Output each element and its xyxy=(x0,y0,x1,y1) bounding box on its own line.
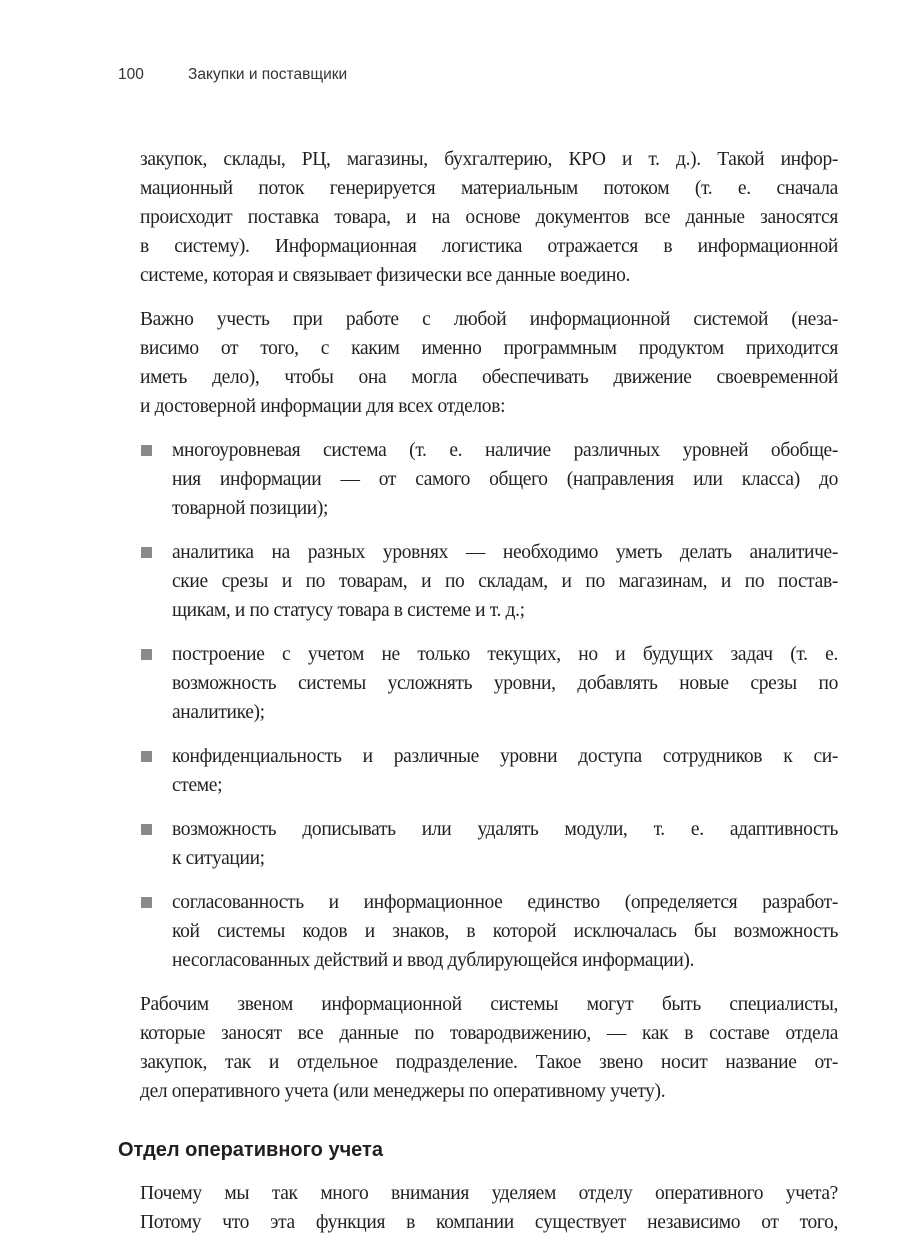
text-line: Рабочим звеном информационной системы могут быть специалисты, xyxy=(140,994,838,1015)
square-bullet-icon xyxy=(141,445,152,456)
text-line: ские срезы и по товарам, и по складам, и по магазинам, и по постав- xyxy=(172,571,838,592)
square-bullet-icon xyxy=(141,897,152,908)
square-bullet-icon xyxy=(141,547,152,558)
chapter-title: Закупки и поставщики xyxy=(188,66,348,83)
square-bullet-icon xyxy=(141,649,152,660)
paragraph xyxy=(140,145,838,290)
bullet-item xyxy=(140,436,838,523)
text-line: щикам, и по статусу товара в системе и т. д.; xyxy=(172,600,525,621)
text-line: кой системы кодов и знаков, в которой исключалась бы возможность xyxy=(172,921,838,942)
bullet-item xyxy=(140,815,838,873)
square-bullet-icon xyxy=(141,751,152,762)
text-line: стеме; xyxy=(172,775,223,796)
paragraph xyxy=(140,990,838,1106)
paragraph xyxy=(140,1179,838,1237)
paragraph xyxy=(140,305,838,421)
text-line: Важно учесть при работе с любой информационной системой (неза- xyxy=(140,309,838,330)
text-line: ния информации — от самого общего (направления или класса) до xyxy=(172,469,838,490)
text-line: иметь дело), чтобы она могла обеспечивать движение своевременной xyxy=(140,367,838,388)
text-line: в систему). Информационная логистика отражается в информационной xyxy=(140,236,838,257)
text-line: согласованность и информационное единство (определяется разработ- xyxy=(172,892,838,913)
text-line: несогласованных действий и ввод дублирующейся информации). xyxy=(172,950,695,971)
text-line: возможность системы усложнять уровни, добавлять новые срезы по xyxy=(172,673,838,694)
bullet-item xyxy=(140,538,838,625)
text-line: конфиденциальность и различные уровни доступа сотрудников к си- xyxy=(172,746,838,767)
page-number: 100 xyxy=(118,66,144,83)
page-body xyxy=(118,145,838,1252)
bullet-item xyxy=(140,742,838,800)
text-line: которые заносят все данные по товародвижению, — как в составе отдела xyxy=(140,1023,838,1044)
text-line: дел оперативного учета (или менеджеры по оперативному учету). xyxy=(140,1081,666,1102)
text-line: Почему мы так много внимания уделяем отделу оперативного учета? xyxy=(140,1183,838,1204)
text-line: Потому что эта функция в компании существует независимо от того, xyxy=(140,1212,838,1233)
bullet-item xyxy=(140,640,838,727)
text-line: висимо от того, с каким именно программным продуктом приходится xyxy=(140,338,838,359)
text-line: построение с учетом не только текущих, но и будущих задач (т. е. xyxy=(172,644,838,665)
text-line: происходит поставка товара, и на основе документов все данные заносятся xyxy=(140,207,838,228)
text-line: аналитика на разных уровнях — необходимо уметь делать аналитиче- xyxy=(172,542,838,563)
text-line: и достоверной информации для всех отделов: xyxy=(140,396,506,417)
running-header xyxy=(118,66,347,84)
section-heading xyxy=(118,1136,838,1165)
text-line: к ситуации; xyxy=(172,848,265,869)
text-line: мационный поток генерируется материальным потоком (т. е. сначала xyxy=(140,178,838,199)
text-line: Отдел оперативного учета xyxy=(118,1139,383,1161)
text-line: многоуровневая система (т. е. наличие различных уровней обобще- xyxy=(172,440,838,461)
square-bullet-icon xyxy=(141,824,152,835)
text-line: закупок, склады, РЦ, магазины, бухгалтерию, КРО и т. д.). Такой инфор- xyxy=(140,149,838,170)
text-line: товарной позиции); xyxy=(172,498,329,519)
text-line: системе, которая и связывает физически все данные воедино. xyxy=(140,265,631,286)
text-line: закупок, так и отдельное подразделение. Такое звено носит название от- xyxy=(140,1052,838,1073)
text-line: аналитике); xyxy=(172,702,265,723)
text-line: возможность дописывать или удалять модули, т. е. адаптивность xyxy=(172,819,838,840)
bullet-item xyxy=(140,888,838,975)
